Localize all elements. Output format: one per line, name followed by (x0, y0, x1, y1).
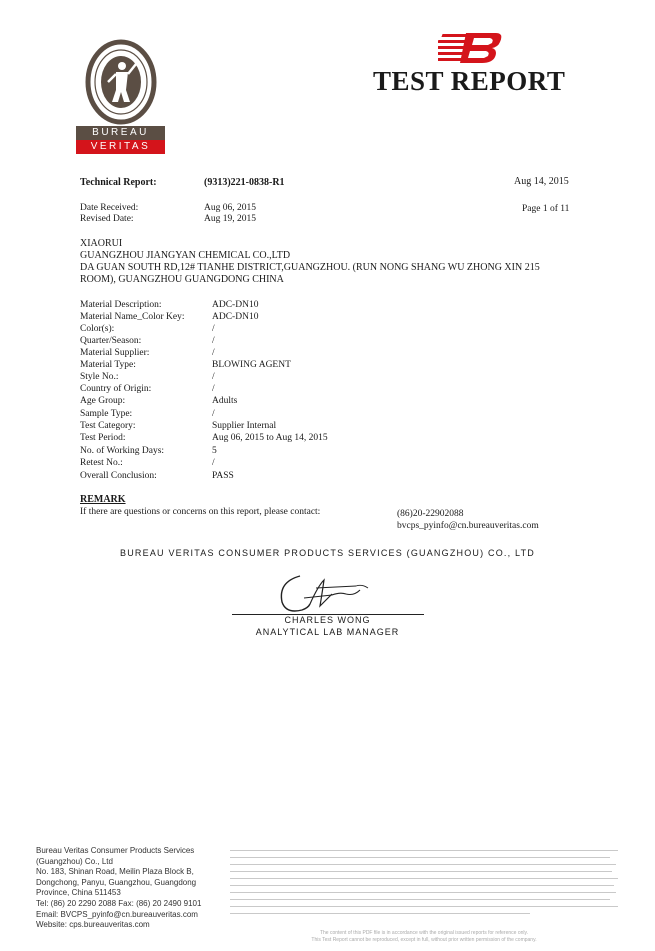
footer-disclaimer-line: This Test Report cannot be reproduced, except in full, without prior written permission of the company. (311, 937, 537, 943)
remark-text: If there are questions or concerns on this report, please contact: (80, 507, 321, 517)
date-received-value: Aug 06, 2015 (204, 203, 256, 213)
page-number: Page 1 of 11 (522, 204, 570, 214)
detail-value: / (212, 384, 215, 394)
overall-conclusion: PASS (212, 471, 234, 481)
detail-value: Aug 06, 2015 to Aug 14, 2015 (212, 433, 328, 443)
client-line: XIAORUI (80, 238, 123, 249)
new-balance-nb-icon (438, 30, 502, 66)
detail-value: / (212, 348, 215, 358)
detail-value: / (212, 336, 215, 346)
report-date: Aug 14, 2015 (514, 176, 569, 187)
client-line: GUANGZHOU JIANGYAN CHEMICAL CO.,LTD (80, 250, 291, 261)
remark-heading: REMARK (80, 494, 126, 505)
footer-address-line: Bureau Veritas Consumer Products Services (36, 846, 195, 855)
detail-label: Retest No.: (80, 458, 123, 468)
detail-label: Material Description: (80, 300, 162, 310)
client-line: ROOM), GUANGZHOU GUANGDONG CHINA (80, 274, 284, 285)
bv-band-top: BUREAU (76, 126, 165, 140)
client-line: DA GUAN SOUTH RD,12# TIANHE DISTRICT,GUANGZHOU. (RUN NONG SHANG WU ZHONG XIN 215 (80, 262, 540, 273)
detail-label: Quarter/Season: (80, 336, 142, 346)
footer-address-line: (Guangzhou) Co., Ltd (36, 856, 113, 866)
footer-disclaimer-line: The content of this PDF file is in accordance with the original issued reports for reference only. (319, 930, 529, 936)
detail-label: No. of Working Days: (80, 446, 165, 456)
footer-address (36, 846, 216, 931)
footer-address-line: No. 183, Shinan Road, Meilin Plaza Block B, (36, 867, 194, 877)
detail-label: Color(s): (80, 324, 115, 334)
detail-label: Material Name_Color Key: (80, 312, 185, 322)
date-received-label: Date Received: (80, 203, 139, 213)
detail-label: Style No.: (80, 372, 119, 382)
handwritten-signature (270, 568, 385, 618)
detail-value: / (212, 324, 215, 334)
detail-label: Material Supplier: (80, 348, 150, 358)
detail-label: Age Group: (80, 396, 126, 406)
detail-label: Country of Origin: (80, 384, 152, 394)
bureau-veritas-wordmark (76, 126, 165, 154)
report-number: (9313)221-0838-R1 (204, 177, 285, 188)
footer-terms-fineprint (230, 846, 618, 916)
detail-value: BLOWING AGENT (212, 360, 291, 370)
detail-value: 5 (212, 446, 217, 456)
revised-date-label: Revised Date: (80, 214, 134, 224)
detail-value: Adults (212, 396, 238, 406)
report-number-label: Technical Report: (80, 177, 157, 188)
detail-label: Test Period: (80, 433, 126, 443)
contact-email[interactable]: bvcps_pyinfo@cn.bureauveritas.com (397, 521, 539, 531)
footer-address-line[interactable]: Website: cps.bureauveritas.com (36, 920, 150, 930)
company-name: BUREAU VERITAS CONSUMER PRODUCTS SERVICES (GUANGZHOU) CO., LTD (120, 548, 535, 558)
detail-value: / (212, 458, 215, 468)
report-title: TEST REPORT (373, 66, 566, 96)
detail-value: / (212, 372, 215, 382)
detail-label: Test Category: (80, 421, 136, 431)
footer-address-line: Province, China 511453 (36, 888, 121, 898)
detail-value: / (212, 409, 215, 419)
footer-address-line[interactable]: Email: BVCPS_pyinfo@cn.bureauveritas.com (36, 909, 198, 919)
detail-label: Overall Conclusion: (80, 471, 157, 481)
contact-phone: (86)20-22902088 (397, 509, 464, 519)
signatory-title: ANALYTICAL LAB MANAGER (255, 627, 400, 637)
detail-value: Supplier Internal (212, 421, 277, 431)
detail-value: ADC-DN10 (212, 312, 259, 322)
footer-disclaimer (230, 930, 618, 944)
detail-label: Material Type: (80, 360, 136, 370)
detail-value: ADC-DN10 (212, 300, 259, 310)
detail-label: Sample Type: (80, 409, 133, 419)
footer-address-line: Dongchong, Panyu, Guangzhou, Guangdong (36, 877, 197, 887)
revised-date-value: Aug 19, 2015 (204, 214, 256, 224)
footer-address-line: Tel: (86) 20 2290 2088 Fax: (86) 20 2490 9101 (36, 898, 202, 908)
bv-band-bottom: VERITAS (76, 140, 165, 154)
signatory-name: CHARLES WONG (284, 615, 371, 625)
